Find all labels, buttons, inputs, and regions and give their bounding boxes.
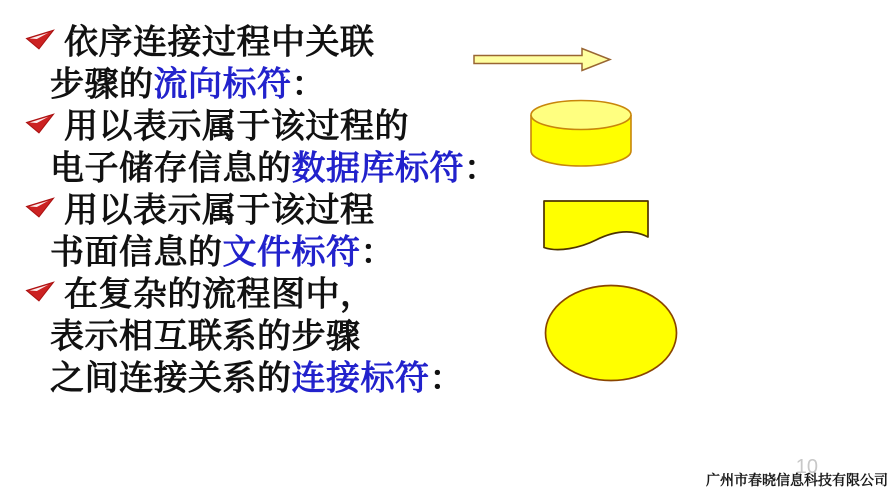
line-text-emphasis: 文件标符	[222, 234, 361, 272]
red-arrow-bullet-icon	[24, 109, 56, 136]
connector-ellipse-shape	[543, 283, 679, 383]
flow-arrow-shape	[472, 46, 613, 74]
line-text-emphasis: 流向标符	[153, 66, 292, 104]
bullet-text-block	[0, 18, 520, 396]
line-text-tail: ：	[360, 234, 395, 272]
bullet-line-2	[0, 102, 520, 144]
line-text	[50, 351, 464, 400]
text-line-2	[0, 60, 520, 102]
line-text-plain: 表示相互联系的步骤	[50, 318, 361, 356]
text-line-9	[0, 354, 520, 396]
red-arrow-bullet-icon	[24, 25, 56, 52]
line-text-plain: 书面信息的	[50, 234, 223, 272]
slide-page-number: 10	[795, 456, 818, 478]
text-line-6	[0, 228, 520, 270]
line-text-plain: 步骤的	[50, 66, 154, 104]
footer-company-name: 广州市春晓信息科技有限公司	[706, 472, 888, 488]
line-text-plain: 之间连接关系的	[50, 360, 292, 398]
red-arrow-bullet-icon	[24, 277, 56, 304]
line-text-plain: 在复杂的流程图中，	[64, 276, 375, 314]
line-text-tail: ：	[464, 150, 499, 188]
text-line-4	[0, 144, 520, 186]
database-cylinder-shape	[529, 98, 634, 170]
line-text-plain: 用以表示属于该过程的	[64, 108, 409, 146]
text-line-8	[0, 312, 520, 354]
line-text-plain: 电子储存信息的	[50, 150, 292, 188]
bullet-line-1	[0, 18, 520, 60]
line-text-plain: 依序连接过程中关联	[64, 24, 375, 62]
bullet-line-4	[0, 270, 520, 312]
line-text-tail: ：	[291, 66, 326, 104]
line-text-tail: ：	[429, 360, 464, 398]
line-text-emphasis: 数据库标符	[291, 150, 464, 188]
document-shape	[542, 199, 651, 256]
line-text-plain: 用以表示属于该过程	[64, 192, 375, 230]
line-text-emphasis: 连接标符	[291, 360, 430, 398]
bullet-line-3	[0, 186, 520, 228]
red-arrow-bullet-icon	[24, 193, 56, 220]
